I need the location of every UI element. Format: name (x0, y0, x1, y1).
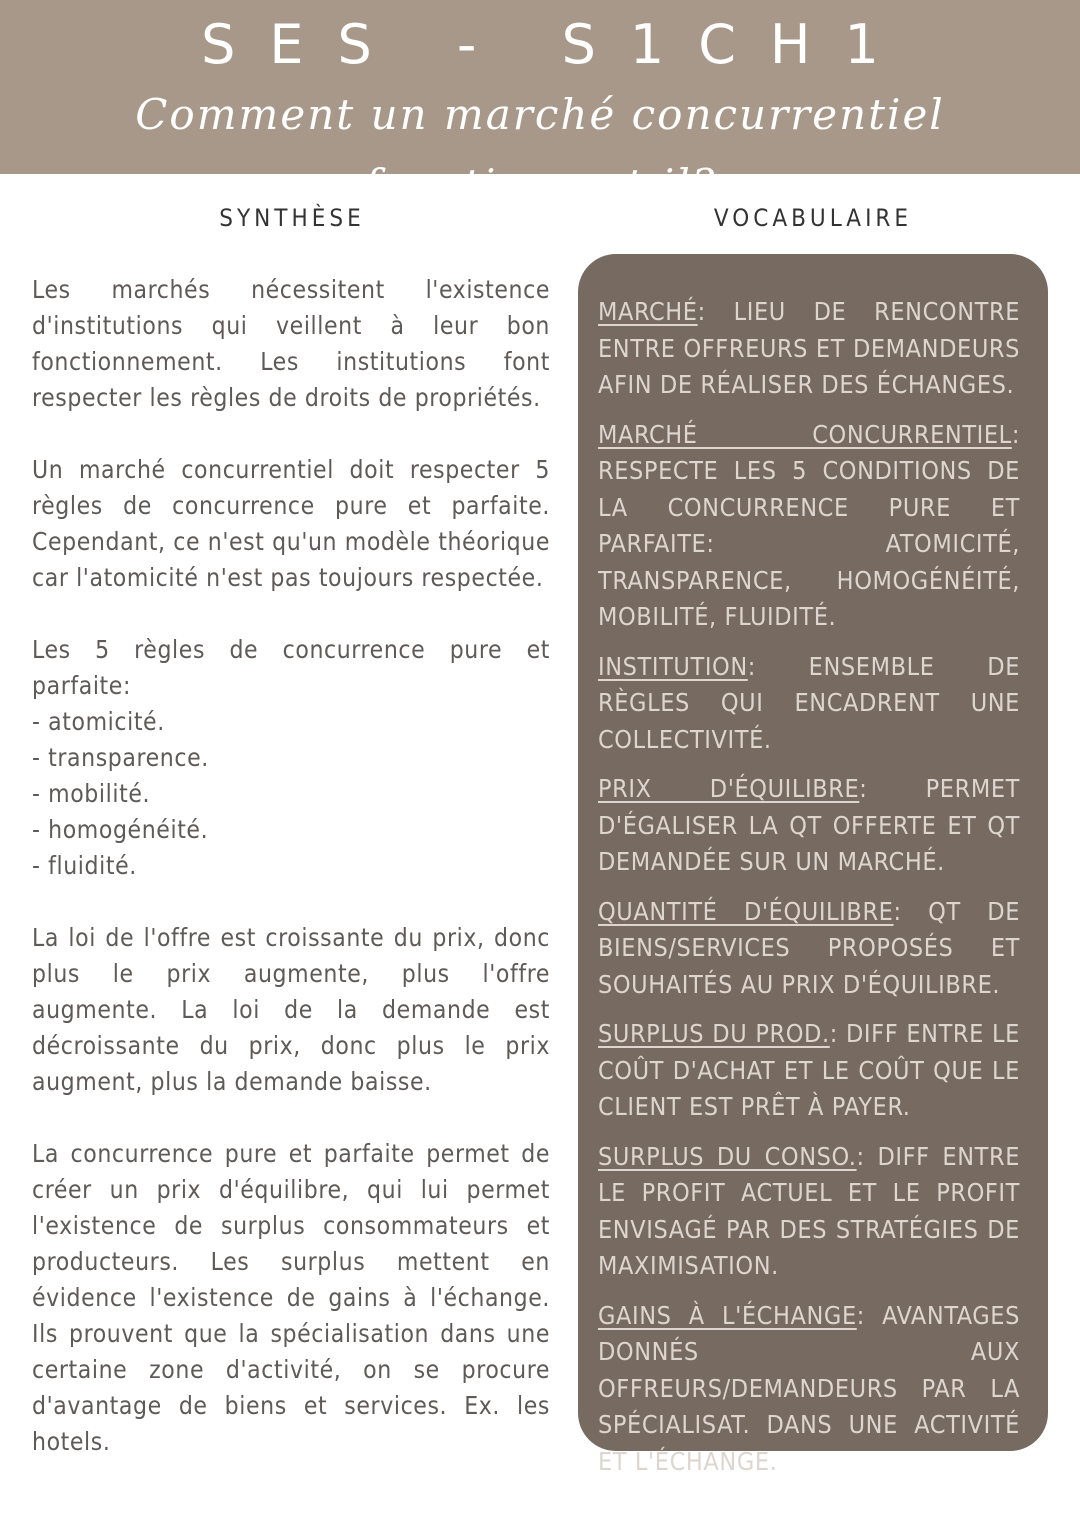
rules-list (32, 704, 550, 884)
header-banner (0, 0, 1080, 209)
vocab-separator: : (747, 651, 809, 681)
vocab-entry (598, 1016, 1020, 1126)
synthese-paragraph: Un marché concurrentiel doit respecter 5 règles de concurrence pure et parfaite. Cependant, ce n'est qu'un modèle théorique car l'atomicité n'est pas toujours respectée. (32, 455, 550, 592)
synthese-paragraph: La loi de l'offre est croissante du prix, donc plus le prix augmente, plus l'offre augmente. La loi de la demande est décroissante du prix, donc plus le prix augment, plus la demande baisse. (32, 923, 550, 1096)
vocab-definition: LIEU DE RENCONTRE ENTRE OFFREURS ET DEMANDEURS AFIN DE RÉALISER DES ÉCHANGES. (598, 297, 1021, 399)
vocab-definition: DIFF ENTRE LE PROFIT ACTUEL ET LE PROFIT ENVISAGÉ PAR DES STRATÉGIES DE MAXIMISATION. (598, 1141, 1020, 1280)
rule-item: - mobilité. (32, 779, 151, 808)
vocab-entry (598, 771, 1020, 881)
rule-item: - atomicité. (32, 707, 165, 736)
synthese-paragraph: Les 5 règles de concurrence pure et parfaite: (32, 635, 550, 700)
vocab-definition: ENSEMBLE DE RÈGLES QUI ENCADRENT UNE COLLECTIVITÉ. (598, 651, 1020, 754)
vocab-entry (598, 417, 1020, 636)
vocab-separator: : (697, 297, 734, 326)
page-title: SES - S1CH1 (201, 13, 913, 76)
vocab-definition: AVANTAGES DONNÉS AUX OFFREURS/DEMANDEURS PAR LA SPÉCIALISAT. DANS UNE ACTIVITÉ ET L'ÉCHANGE. (598, 1300, 1020, 1476)
rule-item: - transparence. (32, 743, 209, 772)
synthese-heading: SYNTHÈSE (219, 204, 365, 232)
vocab-separator: : (859, 774, 926, 803)
rule-item: - homogénéité. (32, 815, 209, 844)
synthese-paragraph: La concurrence pure et parfaite permet de créer un prix d'équilibre, qui lui permet l'existence de surplus consommateurs et producteurs. Les surplus mettent en évidence l'existence de gains à l'échange. Ils prouvent que la spécialisation dans une certaine zone d'activité, on se procure d'avantage de biens et services. Ex. les hotels. (32, 1139, 550, 1456)
page-subtitle: Comment un marché concurrentiel fonctionne-t-il? (135, 90, 945, 209)
synthese-paragraph: Les marchés nécessitent l'existence d'institutions qui veillent à leur bon fonctionnement. Les institutions font respecter les règles de droits de propriétés. (32, 275, 550, 412)
vocab-separator: : (893, 896, 929, 926)
vocabulaire-heading: VOCABULAIRE (713, 204, 913, 232)
vocab-term: MARCHÉ CONCURRENTIEL (598, 419, 1012, 449)
vocab-entry (598, 894, 1020, 1004)
vocab-term: INSTITUTION (598, 651, 748, 681)
vocab-term: QUANTITÉ D'ÉQUILIBRE (598, 896, 894, 926)
vocab-term: SURPLUS DU PROD. (598, 1019, 830, 1048)
vocab-term: PRIX D'ÉQUILIBRE (598, 774, 860, 803)
rule-item: - fluidité. (32, 851, 137, 880)
vocab-definition: QT DE BIENS/SERVICES PROPOSÉS ET SOUHAITÉS AU PRIX D'ÉQUILIBRE. (598, 896, 1021, 999)
vocabulaire-list (598, 294, 1020, 1493)
vocab-term: SURPLUS DU CONSO. (598, 1141, 857, 1171)
vocab-term: MARCHÉ (598, 297, 698, 326)
vocab-definition: DIFF ENTRE LE COÛT D'ACHAT ET LE COÛT QUE LE CLIENT EST PRÊT À PAYER. (598, 1019, 1020, 1121)
vocab-separator: : (1011, 419, 1020, 449)
vocab-definition: PERMET D'ÉGALISER LA QT OFFERTE ET QT DEMANDÉE SUR UN MARCHÉ. (598, 774, 1020, 876)
vocab-separator: : (856, 1300, 883, 1330)
vocab-separator: : (856, 1141, 878, 1171)
vocab-entry (598, 294, 1020, 404)
vocab-separator: : (829, 1019, 847, 1048)
vocab-definition: RESPECTE LES 5 CONDITIONS DE LA CONCURRENCE PURE ET PARFAITE: ATOMICITÉ, TRANSPARENCE, HOMOGÉNÉITÉ, MOBILITÉ, FLUIDITÉ. (598, 456, 1020, 631)
vocab-entry (598, 1298, 1020, 1481)
vocab-entry (598, 649, 1020, 759)
vocab-term: GAINS À L'ÉCHANGE (598, 1300, 857, 1330)
synthese-column (32, 272, 550, 1496)
vocab-entry (598, 1139, 1020, 1285)
